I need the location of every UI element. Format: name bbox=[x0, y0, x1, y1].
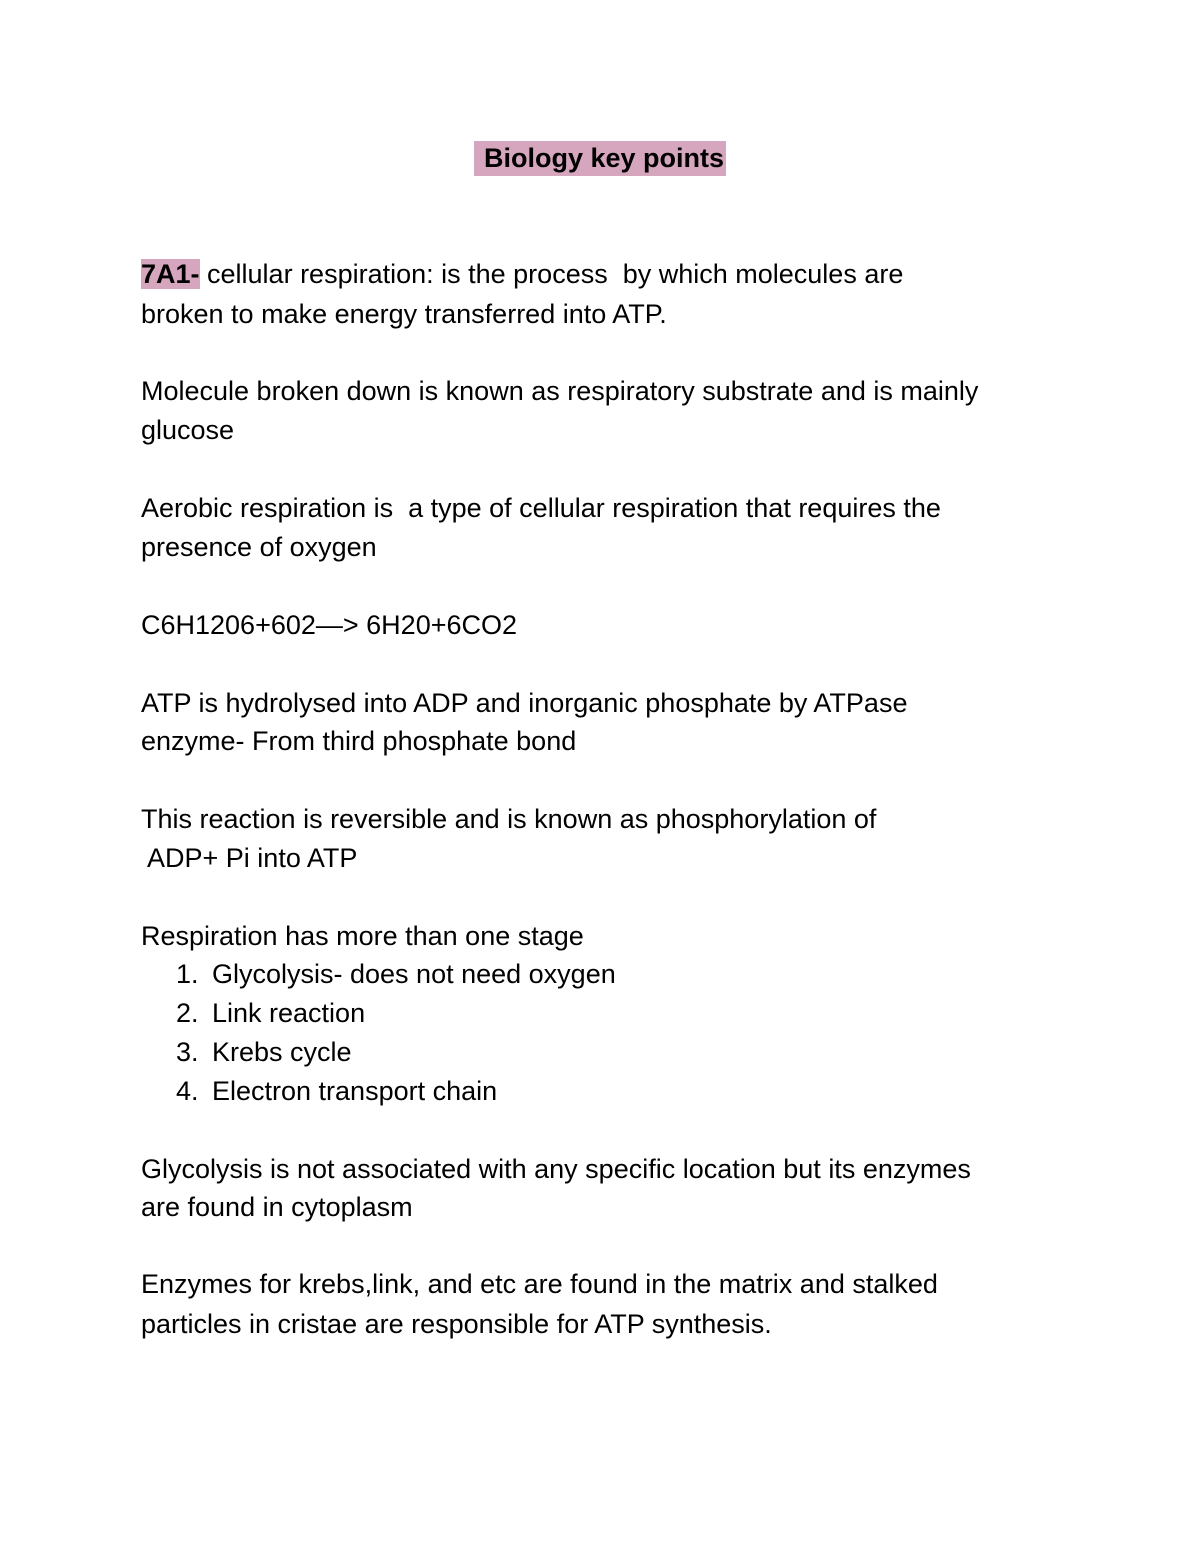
paragraph-substrate-line-1: Molecule broken down is known as respiratory substrate and is mainly bbox=[141, 376, 979, 406]
title-container bbox=[0, 141, 1200, 176]
intro-text-1: cellular respiration: is the process by which molecules are bbox=[199, 259, 904, 289]
paragraph-aerobic-line-2: presence of oxygen bbox=[141, 532, 377, 562]
paragraph-aerobic-line-1: Aerobic respiration is a type of cellular respiration that requires the bbox=[141, 493, 941, 523]
intro-line-2: broken to make energy transferred into ATP. bbox=[141, 299, 667, 329]
paragraph-glycolysis-line-2: are found in cytoplasm bbox=[141, 1192, 413, 1222]
paragraph-glycolysis-line-1: Glycolysis is not associated with any specific location but its enzymes bbox=[141, 1154, 971, 1184]
list-item bbox=[176, 997, 365, 1030]
paragraph-enzymes-line-1: Enzymes for krebs,link, and etc are found in the matrix and stalked bbox=[141, 1269, 938, 1299]
paragraph-reversible-line-2: ADP+ Pi into ATP bbox=[141, 843, 358, 873]
paragraph-atp-line-2: enzyme- From third phosphate bond bbox=[141, 726, 577, 756]
list-item-text: Glycolysis- does not need oxygen bbox=[212, 959, 616, 989]
list-item-number: 1. bbox=[176, 959, 199, 989]
paragraph-enzymes-line-2: particles in cristae are responsible for ATP synthesis. bbox=[141, 1309, 772, 1339]
list-item-text: Electron transport chain bbox=[212, 1076, 498, 1106]
list-item-text: Krebs cycle bbox=[212, 1037, 352, 1067]
list-item-number: 3. bbox=[176, 1037, 199, 1067]
list-item-number: 2. bbox=[176, 998, 199, 1028]
equation-line: C6H1206+602—> 6H20+6CO2 bbox=[141, 610, 518, 640]
list-item-number: 4. bbox=[176, 1076, 199, 1106]
stages-heading: Respiration has more than one stage bbox=[141, 921, 584, 951]
list-item-text: Link reaction bbox=[212, 998, 366, 1028]
list-item bbox=[176, 1036, 352, 1069]
section-tag: 7A1- bbox=[141, 259, 200, 289]
page-title: Biology key points bbox=[474, 141, 726, 176]
paragraph-atp-line-1: ATP is hydrolysed into ADP and inorganic phosphate by ATPase bbox=[141, 688, 908, 718]
list-item bbox=[176, 958, 616, 991]
paragraph-substrate-line-2: glucose bbox=[141, 415, 235, 445]
list-item bbox=[176, 1075, 497, 1108]
paragraph-reversible-line-1: This reaction is reversible and is known as phosphorylation of bbox=[141, 804, 877, 834]
intro-line-1 bbox=[141, 258, 903, 291]
